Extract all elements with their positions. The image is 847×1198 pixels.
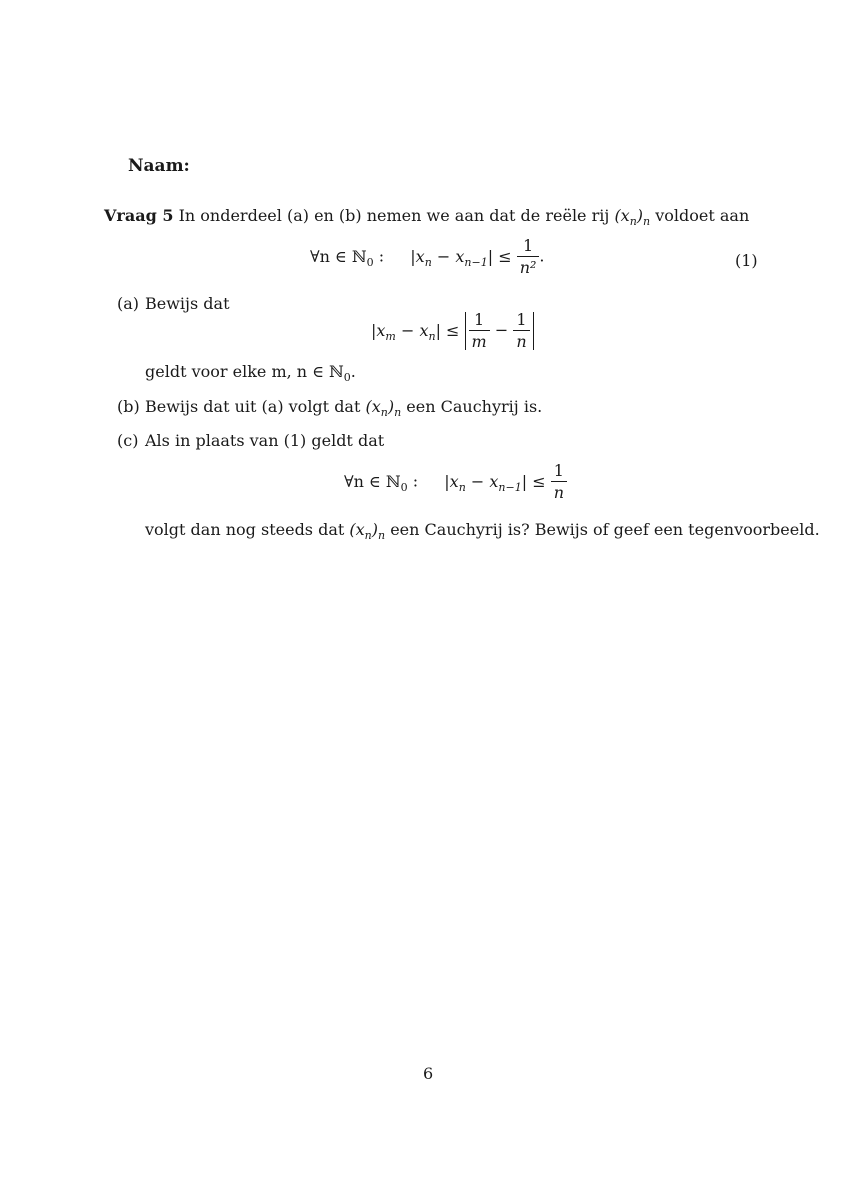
part-c-equation: ∀n ∈ ℕ$_0$ : $|x_n - x_{n-1}|$ ≤ $\frac{1}{n}$ [344,463,567,501]
sequence-notation: $(x_n)_n$ [614,206,651,228]
fraction-one-over-n: $\frac{1}{n}$ [513,312,529,350]
fraction-one-over-m: $\frac{1}{m}$ [469,312,490,350]
part-c-label: (c) [117,431,139,450]
part-c-after: volgt dan nog steeds dat $(x_n)_n$ een Cauchyrij is? Bewijs of geef een tegenvoorbeeld. [145,520,820,542]
equation-lhs: $|x_n - x_{n-1}|$ ≤ [410,246,512,269]
part-a-lhs: $|x_m - x_n|$ ≤ [371,320,460,343]
fraction-one-over-n: $\frac{1}{n}$ [551,463,567,501]
equation-colon: : [378,246,385,266]
forall-quantifier: ∀n ∈ ℕ$_0$ [344,471,408,494]
page-number: 6 [423,1064,434,1083]
forall-quantifier: ∀n ∈ ℕ$_0$ [310,246,374,269]
part-b-text: Bewijs dat uit (a) volgt dat $(x_n)_n$ een Cauchyrij is. [145,397,543,419]
part-a-text: Bewijs dat [145,294,230,313]
question-intro-end: voldoet aan [655,206,750,225]
part-c-text: Als in plaats van (1) geldt dat [145,431,385,450]
question-intro [104,206,750,228]
question-title: Vraag 5 [104,206,174,225]
question-intro-text: In onderdeel (a) en (b) nemen we aan dat de reële rij [178,206,610,225]
part-a-after: geldt voor elke m, n ∈ ℕ$_0$. [145,362,356,384]
equation-1: ∀n ∈ ℕ$_0$ : $|x_n - x_{n-1}|$ ≤ $\frac{1}{\text{n²}}$ . [310,236,545,277]
part-a-equation [371,312,534,350]
part-b-label: (b) [117,397,140,416]
absolute-value-bars: $\frac{1}{m}$ − $\frac{1}{n}$ [465,312,534,350]
equation-number: (1) [735,251,758,270]
fraction-one-over-n-squared: $\frac{1}{\text{n²}}$ [517,238,540,276]
part-a-label: (a) [117,294,140,313]
name-label: Naam: [128,156,190,176]
